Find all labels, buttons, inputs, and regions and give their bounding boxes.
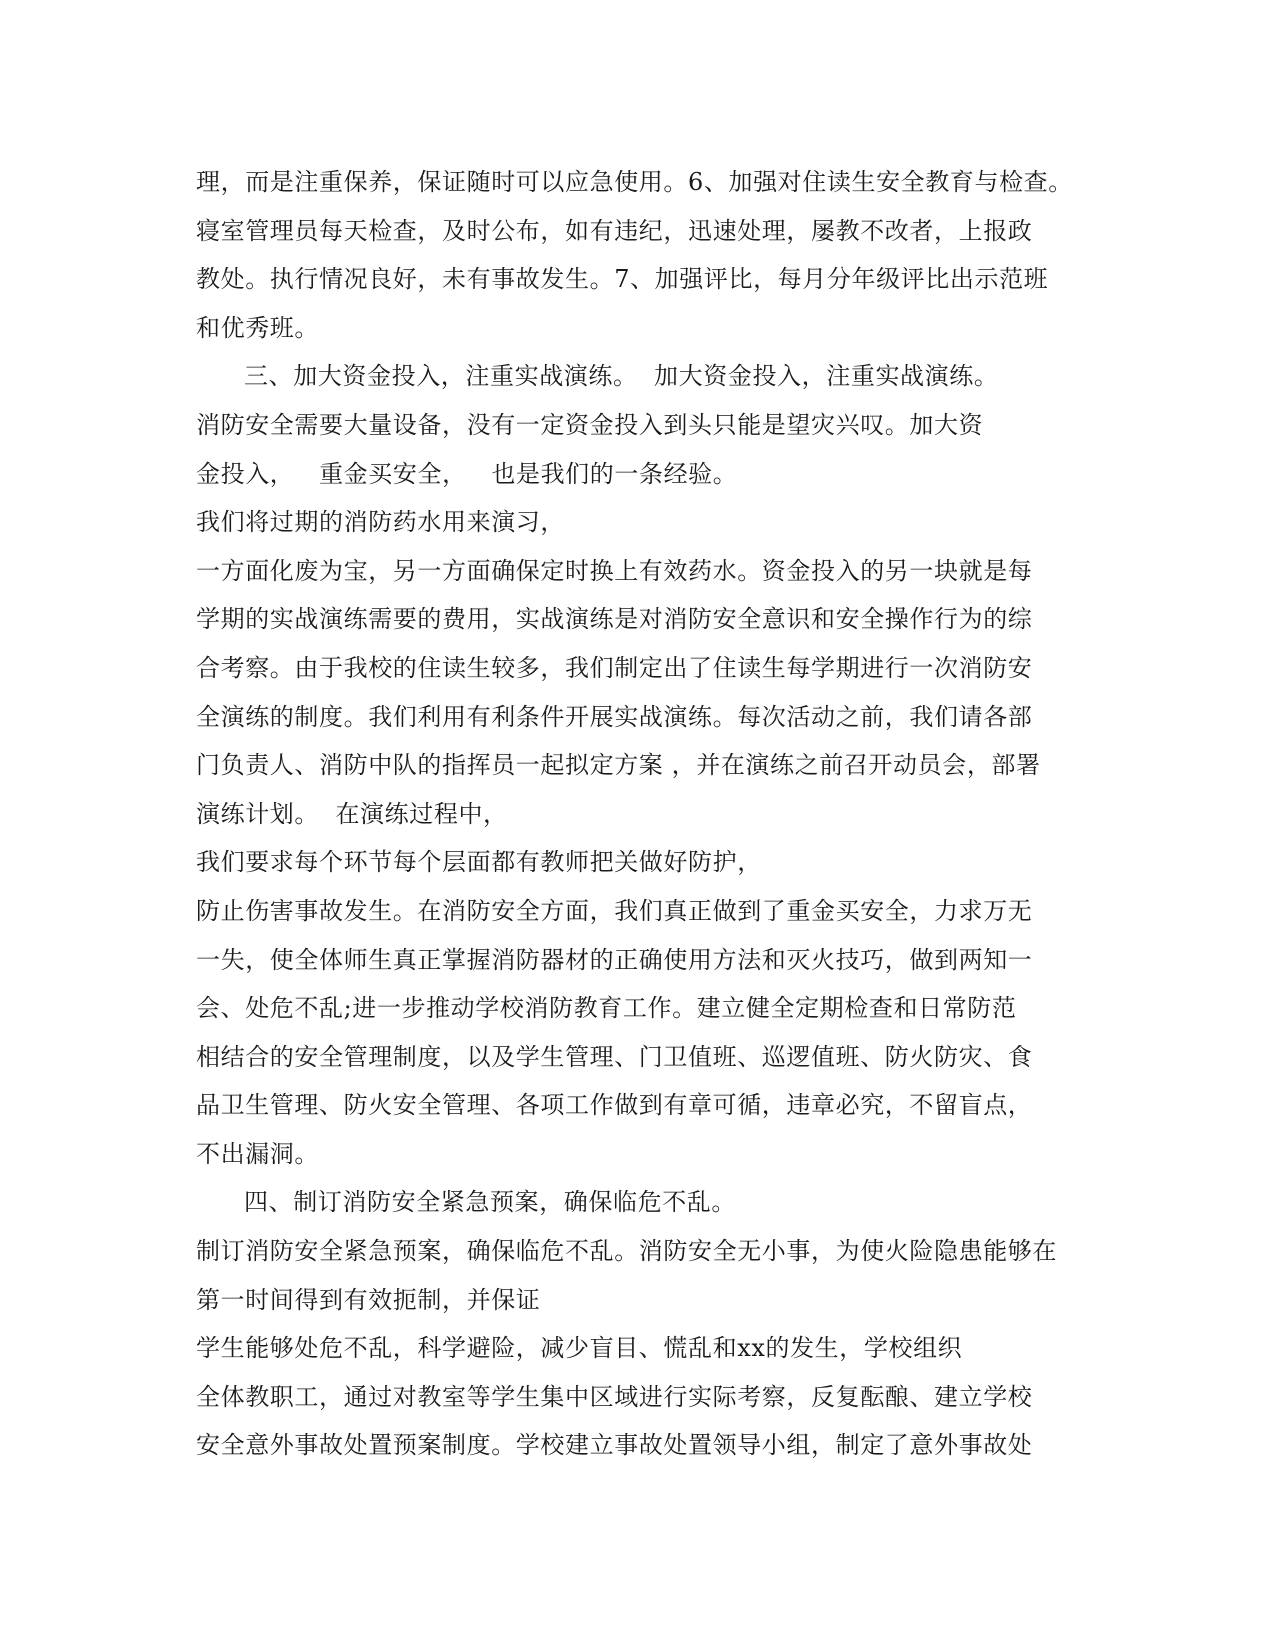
text-line: 不出漏洞。 (196, 1139, 319, 1168)
text-line: 我们要求每个环节每个层面都有教师把关做好防护， (196, 848, 762, 877)
text-line: 理，而是注重保养，保证随时可以应急使用。6、加强对住读生安全教育与检查。 (196, 168, 1073, 196)
text-line: 消防安全需要大量设备，没有一定资金投入到头只能是望灾兴叹。加大资 (196, 410, 984, 439)
text-line: 门负责人、消防中队的指挥员一起拟定方案 ，并在演练之前召开动员会，部署 (196, 751, 1041, 780)
text-line: 全体教职工，通过对教室等学生集中区域进行实际考察，反复酝酿、建立学校 (196, 1382, 1033, 1411)
text-line: 相结合的安全管理制度，以及学生管理、门卫值班、巡逻值班、防火防灾、食 (196, 1042, 1033, 1071)
text-line: 教处。执行情况良好，未有事故发生。7、加强评比，每月分年级评比出示范班 (196, 265, 1049, 294)
text-line: 和优秀班。 (196, 313, 319, 342)
text-line: 防止伤害事故发生。在消防安全方面，我们真正做到了重金买安全，力求万无 (196, 896, 1033, 925)
body-text (196, 158, 1096, 1470)
text-line: 一方面化废为宝，另一方面确保定时换上有效药水。资金投入的另一块就是每 (196, 556, 1033, 585)
text-line: 金投入， 重金买安全， 也是我们的一条经验。 (196, 459, 738, 488)
section-heading-4: 四、制订消防安全紧急预案，确保临危不乱。 (244, 1188, 736, 1217)
text-line: 品卫生管理、防火安全管理、各项工作做到有章可循，违章必究，不留盲点， (196, 1091, 1033, 1120)
text-line: 我们将过期的消防药水用来演习， (196, 508, 565, 537)
text-line: 全演练的制度。我们利用有利条件开展实战演练。每次活动之前，我们请各部 (196, 702, 1033, 731)
text-line: 学期的实战演练需要的费用，实战演练是对消防安全意识和安全操作行为的综 (196, 605, 1033, 634)
text-line: 演练计划。 在演练过程中， (196, 799, 508, 828)
text-line: 第一时间得到有效扼制，并保证 (196, 1285, 541, 1314)
text-line: 合考察。由于我校的住读生较多，我们制定出了住读生每学期进行一次消防安 (196, 653, 1033, 682)
text-line: 学生能够处危不乱，科学避险，减少盲目、慌乱和xx的发生，学校组织 (196, 1334, 963, 1363)
text-line: 安全意外事故处置预案制度。学校建立事故处置领导小组，制定了意外事故处 (196, 1431, 1033, 1460)
section-heading-3: 三、加大资金投入，注重实战演练。 加大资金投入，注重实战演练。 (244, 362, 999, 391)
text-line: 一失，使全体师生真正掌握消防器材的正确使用方法和灭火技巧，做到两知一 (196, 945, 1033, 974)
text-line: 会、处危不乱;进一步推动学校消防教育工作。建立健全定期检查和日常防范 (196, 994, 1017, 1023)
text-line: 制订消防安全紧急预案，确保临危不乱。消防安全无小事，为使火险隐患能够在 (196, 1237, 1057, 1266)
text-line: 寝室管理员每天检查，及时公布，如有违纪，迅速处理，屡教不改者，上报政 (196, 216, 1033, 245)
